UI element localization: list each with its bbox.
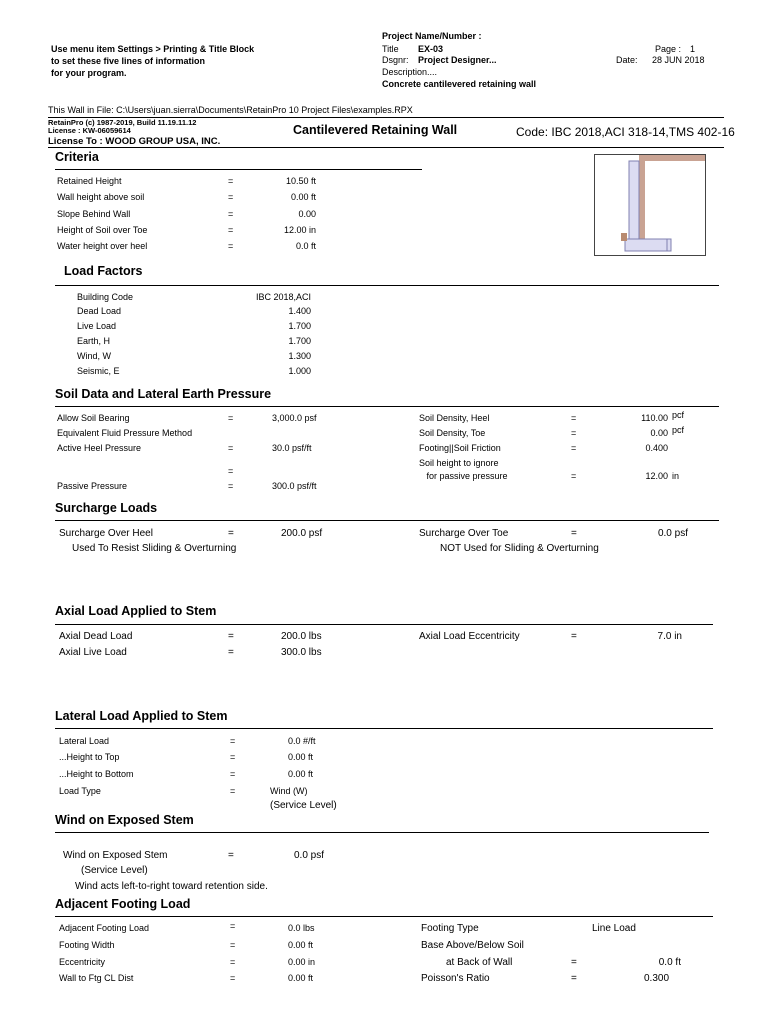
lateral-label: Load Type xyxy=(59,786,101,796)
lateral-eq: = xyxy=(230,752,236,762)
soil-right-value: 0.00 xyxy=(650,428,668,438)
title-value: EX-03 xyxy=(418,44,444,54)
program-license-to: License To : WOOD GROUP USA, INC. xyxy=(48,136,221,147)
axial-live-label: Axial Live Load xyxy=(59,647,127,658)
adjacent-value: 0.00 ft xyxy=(288,940,314,950)
soil-right-value: 0.400 xyxy=(645,443,668,453)
poisson-value: 0.300 xyxy=(644,973,670,984)
soil-left-label: Allow Soil Bearing xyxy=(57,413,130,423)
soil-right-label: Footing||Soil Friction xyxy=(419,443,501,453)
criteria-value: 12.00 in xyxy=(283,225,316,235)
surcharge-toe-value: 0.0 psf xyxy=(657,528,688,539)
surcharge-rule xyxy=(55,520,719,521)
soil-right-label: for passive pressure xyxy=(419,471,508,481)
designer-value: Project Designer... xyxy=(418,55,497,65)
wind-value: 0.0 psf xyxy=(294,850,325,861)
lateral-label: ...Height to Top xyxy=(59,752,120,762)
criteria-label: Height of Soil over Toe xyxy=(57,225,148,235)
page-label: Page : xyxy=(655,44,682,54)
adjacent-value: 0.00 in xyxy=(288,957,316,967)
criteria-label: Water height over heel xyxy=(57,241,148,251)
header-rule-bottom xyxy=(48,147,724,148)
surcharge-toe-label: Surcharge Over Toe xyxy=(419,528,509,539)
axial-live-eq: = xyxy=(228,647,234,658)
criteria-eq: = xyxy=(228,209,234,219)
soil-right-unit: pcf xyxy=(672,410,685,420)
lateral-value: 0.00 ft xyxy=(288,769,314,779)
lateral-service-level: (Service Level) xyxy=(270,800,337,811)
file-path: This Wall in File: C:\Users\juan.sierra\Documents\RetainPro 10 Project Files\examples.RPX xyxy=(48,105,413,115)
soil-left-value: 3,000.0 psf xyxy=(272,413,317,423)
lateral-label: Lateral Load xyxy=(59,736,110,746)
program-copyright: RetainPro (c) 1987-2019, Build 11.19.11.12 xyxy=(48,118,197,127)
load-factor-label: Dead Load xyxy=(77,306,122,316)
title-label: Title xyxy=(382,44,399,54)
soil-left-value: 300.0 psf/ft xyxy=(272,481,317,491)
surcharge-toe-eq: = xyxy=(571,528,577,539)
page-value: 1 xyxy=(690,44,696,54)
date-value: 28 JUN 2018 xyxy=(652,55,705,65)
criteria-eq: = xyxy=(228,225,234,235)
load-factor-label: Seismic, E xyxy=(77,366,120,376)
adjacent-label: Adjacent Footing Load xyxy=(59,923,150,933)
soil-right-unit: in xyxy=(672,471,680,481)
lateral-value: 0.00 ft xyxy=(288,752,314,762)
wall-footing xyxy=(625,239,671,251)
criteria-heading: Criteria xyxy=(55,150,99,164)
load-factor-value: 1.300 xyxy=(288,351,311,361)
soil-left-label: Equivalent Fluid Pressure Method xyxy=(57,428,193,438)
soil-right-eq: = xyxy=(571,413,577,423)
soil-left-eq: = xyxy=(228,481,234,491)
soil-heading: Soil Data and Lateral Earth Pressure xyxy=(55,387,272,401)
lateral-heading: Lateral Load Applied to Stem xyxy=(55,709,228,723)
surcharge-heel-value: 200.0 psf xyxy=(281,528,323,539)
adjacent-eq: = xyxy=(230,921,236,931)
soil-right-label: Soil height to ignore xyxy=(419,458,499,468)
load-factor-value: 1.700 xyxy=(288,321,311,331)
criteria-label: Wall height above soil xyxy=(57,192,145,202)
lateral-label: ...Height to Bottom xyxy=(59,769,134,779)
retained-soil-top xyxy=(639,155,705,161)
designer-label: Dsgnr: xyxy=(382,55,409,65)
adjacent-value: 0.0 lbs xyxy=(288,923,315,933)
wind-note: Wind acts left-to-right toward retention side. xyxy=(75,881,268,892)
load-factors-heading: Load Factors xyxy=(64,264,143,278)
criteria-label: Slope Behind Wall xyxy=(57,209,131,219)
soil-left-label: Passive Pressure xyxy=(57,481,128,491)
lateral-eq: = xyxy=(230,786,236,796)
axial-dead-eq: = xyxy=(228,631,234,642)
adjacent-eq: = xyxy=(230,973,236,983)
soil-left-eq: = xyxy=(228,413,234,423)
description-label: Description.... xyxy=(382,67,438,77)
footing-type-value: Line Load xyxy=(592,923,636,934)
surcharge-heading: Surcharge Loads xyxy=(55,501,158,515)
soil-right-label: Soil Density, Toe xyxy=(419,428,486,438)
load-factor-label: Earth, H xyxy=(77,336,111,346)
wall-diagram xyxy=(594,154,706,256)
date-label: Date: xyxy=(616,55,638,65)
lateral-rule xyxy=(55,728,713,729)
description-value: Concrete cantilevered retaining wall xyxy=(382,79,537,89)
wind-label: Wind on Exposed Stem xyxy=(63,850,168,861)
load-factor-value: 1.700 xyxy=(288,336,311,346)
poisson-eq: = xyxy=(571,973,577,984)
settings-note-2: to set these five lines of information xyxy=(51,56,206,66)
wind-rule xyxy=(55,832,709,833)
surcharge-toe-note: NOT Used for Sliding & Overturning xyxy=(440,543,599,554)
criteria-eq: = xyxy=(228,176,234,186)
back-of-wall-value: 0.0 ft xyxy=(658,957,681,968)
toe-soil xyxy=(621,233,627,241)
lateral-value: 0.0 #/ft xyxy=(288,736,316,746)
criteria-value: 0.0 ft xyxy=(295,241,316,251)
soil-left-eq: = xyxy=(228,443,234,453)
soil-rule xyxy=(55,406,719,407)
adjacent-label: Wall to Ftg CL Dist xyxy=(59,973,134,983)
soil-right-label: Soil Density, Heel xyxy=(419,413,490,423)
code-reference: Code: IBC 2018,ACI 318-14,TMS 402-16 xyxy=(516,125,735,139)
axial-live-value: 300.0 lbs xyxy=(281,647,322,658)
soil-left-label: Active Heel Pressure xyxy=(57,443,142,453)
retained-soil-heel xyxy=(639,161,645,239)
load-factors-rule xyxy=(55,285,719,286)
surcharge-heel-note: Used To Resist Sliding & Overturning xyxy=(72,543,237,554)
soil-right-unit: pcf xyxy=(672,425,685,435)
lateral-eq: = xyxy=(230,769,236,779)
load-factor-label: Wind, W xyxy=(77,351,112,361)
soil-right-eq: = xyxy=(571,443,577,453)
soil-right-eq: = xyxy=(571,471,577,481)
adjacent-label: Eccentricity xyxy=(59,957,106,967)
surcharge-heel-eq: = xyxy=(228,528,234,539)
axial-rule xyxy=(55,624,713,625)
load-factor-value: 1.400 xyxy=(288,306,311,316)
axial-ecc-value: 7.0 in xyxy=(657,631,682,642)
settings-note-3: for your program. xyxy=(51,68,127,78)
axial-heading: Axial Load Applied to Stem xyxy=(55,604,217,618)
footing-type-label: Footing Type xyxy=(421,923,479,934)
criteria-value: 10.50 ft xyxy=(285,176,316,186)
adjacent-heading: Adjacent Footing Load xyxy=(55,897,191,911)
soil-right-value: 12.00 xyxy=(645,471,668,481)
back-of-wall-label: at Back of Wall xyxy=(446,957,513,968)
settings-note-1: Use menu item Settings > Printing & Title Block xyxy=(51,44,255,54)
axial-ecc-eq: = xyxy=(571,631,577,642)
criteria-eq: = xyxy=(228,192,234,202)
adjacent-value: 0.00 ft xyxy=(288,973,314,983)
wall-stem xyxy=(629,161,639,239)
report-title: Cantilevered Retaining Wall xyxy=(293,123,458,137)
criteria-value: 0.00 ft xyxy=(290,192,316,202)
axial-dead-label: Axial Dead Load xyxy=(59,631,133,642)
adjacent-label: Footing Width xyxy=(59,940,115,950)
project-label: Project Name/Number : xyxy=(382,31,482,41)
load-factor-label: Live Load xyxy=(77,321,117,331)
axial-dead-value: 200.0 lbs xyxy=(281,631,322,642)
poisson-label: Poisson's Ratio xyxy=(421,973,490,984)
soil-right-eq: = xyxy=(571,428,577,438)
soil-right-value: 110.00 xyxy=(641,413,668,423)
axial-ecc-label: Axial Load Eccentricity xyxy=(419,631,520,642)
lateral-eq: = xyxy=(230,736,236,746)
base-label: Base Above/Below Soil xyxy=(421,940,524,951)
surcharge-heel-label: Surcharge Over Heel xyxy=(59,528,153,539)
wind-eq: = xyxy=(228,850,234,861)
back-of-wall-eq: = xyxy=(571,957,577,968)
load-factor-label: Building Code xyxy=(77,292,134,302)
adjacent-eq: = xyxy=(230,940,236,950)
soil-left-value: 30.0 psf/ft xyxy=(272,443,312,453)
adjacent-rule xyxy=(55,916,713,917)
lateral-value: Wind (W) xyxy=(270,786,308,796)
load-factor-value: 1.000 xyxy=(288,366,311,376)
criteria-value: 0.00 xyxy=(298,209,316,219)
criteria-rule xyxy=(55,169,422,170)
load-factor-value: IBC 2018,ACI xyxy=(255,292,311,302)
criteria-eq: = xyxy=(228,241,234,251)
wind-heading: Wind on Exposed Stem xyxy=(55,813,194,827)
soil-left-eq: = xyxy=(228,466,234,476)
adjacent-eq: = xyxy=(230,957,236,967)
header-rule-top xyxy=(48,117,724,118)
criteria-label: Retained Height xyxy=(57,176,122,186)
program-license: License : KW-06059614 xyxy=(48,126,131,135)
wind-service-level: (Service Level) xyxy=(81,865,148,876)
